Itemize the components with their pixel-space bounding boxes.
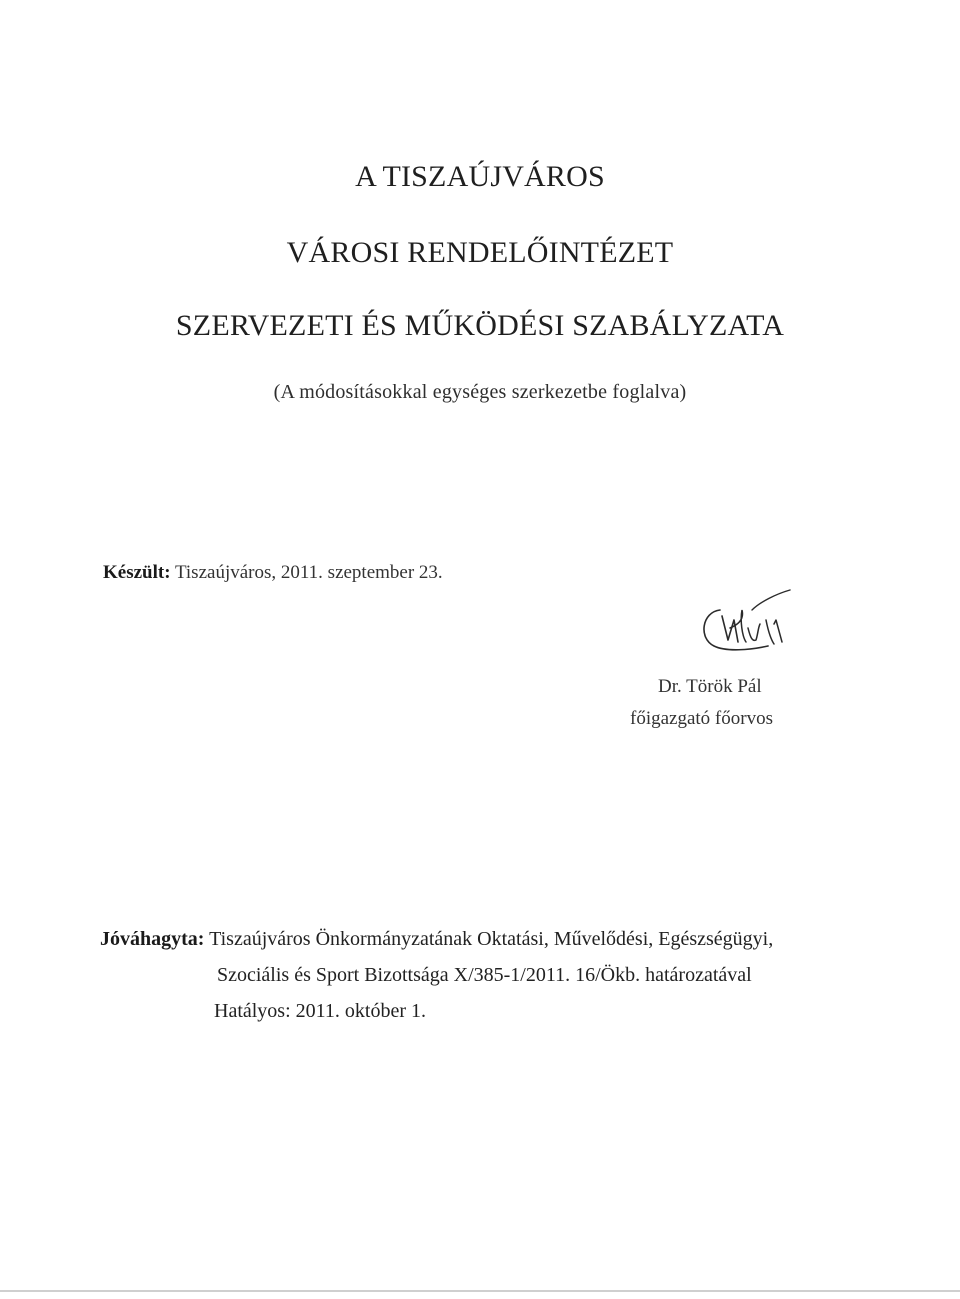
title-line-3: SZERVEZETI ÉS MŰKÖDÉSI SZABÁLYZATA: [175, 309, 785, 342]
signatory-role: főigazgató főorvos: [630, 708, 773, 729]
approval-line-2: Szociális és Sport Bizottsága X/385-1/2011. 16/Ökb. határozatával: [217, 964, 752, 986]
prepared-value: Tiszaújváros, 2011. szeptember 23.: [174, 562, 443, 583]
signatory-name: Dr. Török Pál: [658, 676, 762, 697]
handwritten-signature: [690, 580, 800, 670]
approval-text-1: Tiszaújváros Önkormányzatának Oktatási, Művelődési, Egészségügyi,: [209, 928, 774, 950]
effective-date-line: Hatályos: 2011. október 1.: [214, 1000, 427, 1022]
prepared-label: Készült:: [103, 562, 171, 583]
approval-label: Jóváhagyta:: [100, 928, 205, 950]
approval-line-1: [100, 928, 773, 951]
title-line-1: A TISZAÚJVÁROS: [355, 160, 605, 193]
scan-edge-line: [0, 1290, 960, 1292]
subtitle: (A módosításokkal egységes szerkezetbe foglalva): [273, 381, 687, 403]
prepared-line: [103, 562, 443, 584]
title-line-2: VÁROSI RENDELŐINTÉZET: [286, 236, 674, 269]
